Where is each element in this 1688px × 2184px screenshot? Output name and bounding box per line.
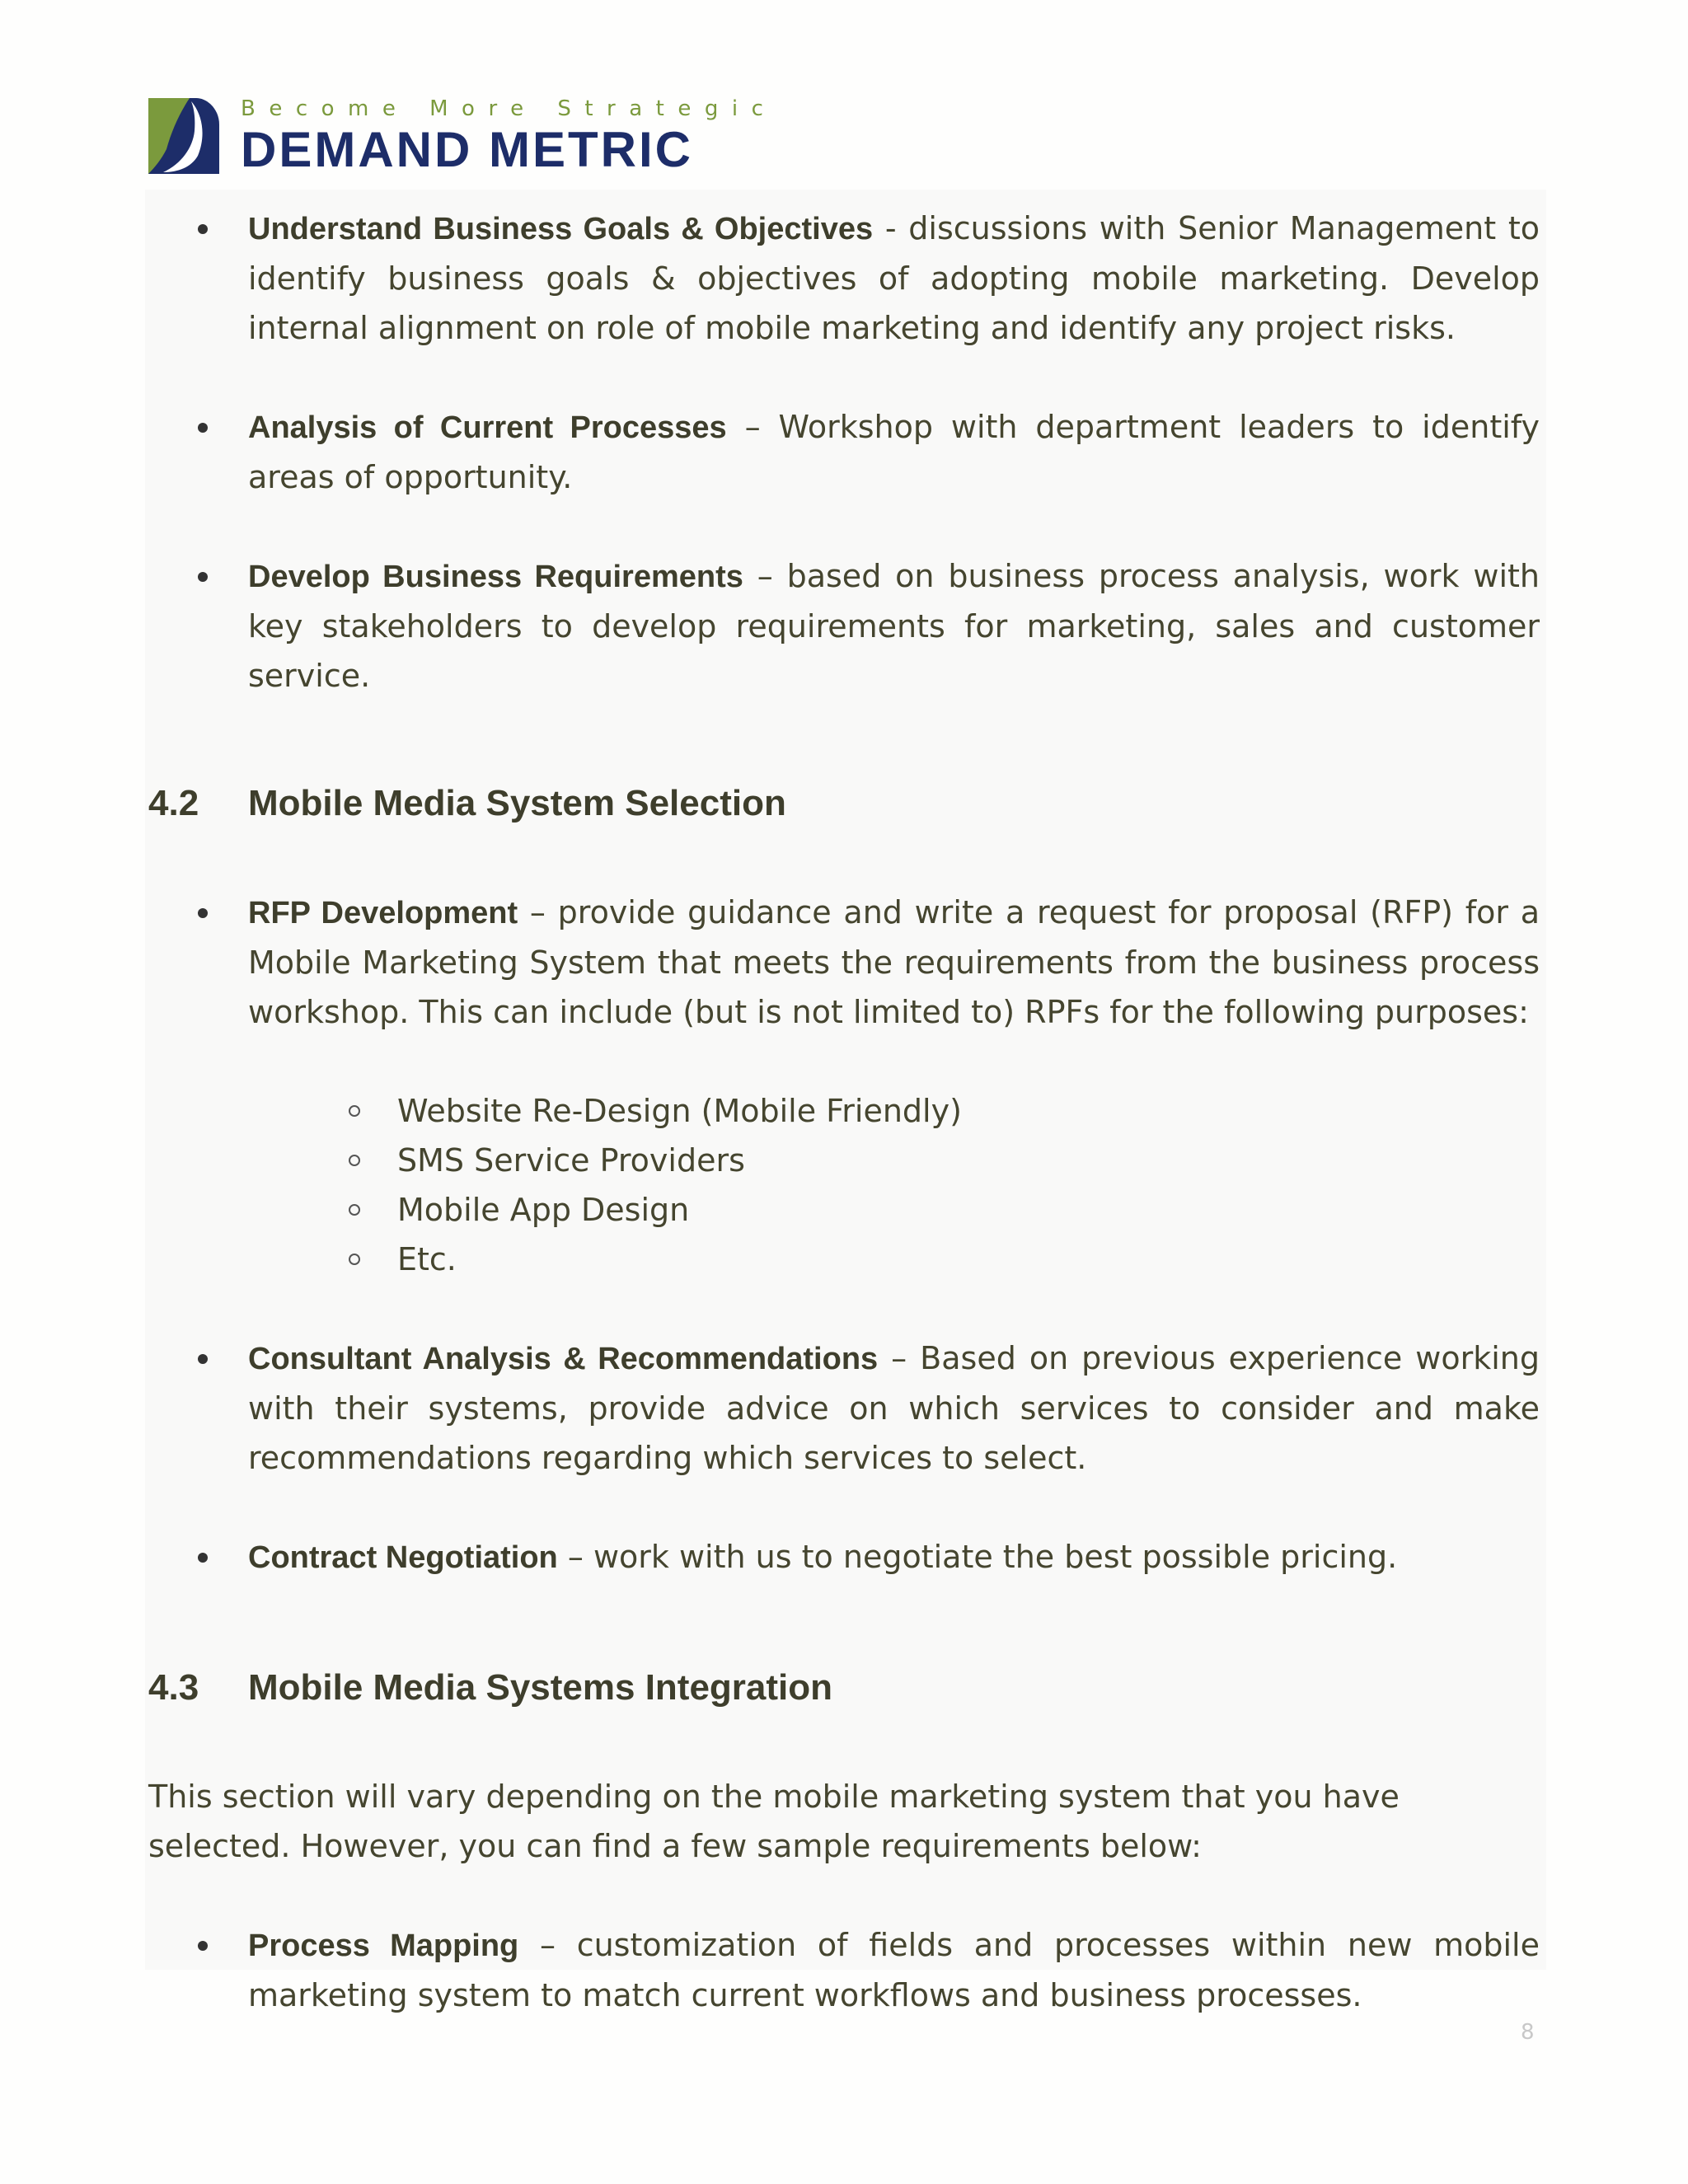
bullet-dot-icon	[198, 1553, 208, 1563]
bullet-dot-icon	[198, 1941, 208, 1951]
bullet-dot-icon	[198, 1354, 208, 1364]
bullet-contract-negotiation	[148, 1532, 1540, 1582]
bullet-dot-icon	[198, 908, 208, 918]
bullet-title: RFP Development	[248, 896, 518, 930]
logo-header	[148, 95, 799, 177]
section-intro-paragraph: This section will vary depending on the mobile marketing system that you have selected. However, you can find a few sample requirements below:	[148, 1779, 1400, 1864]
section-number: 4.3	[148, 1667, 199, 1708]
rfp-purpose-list	[148, 1086, 1540, 1284]
section-number: 4.2	[148, 783, 199, 823]
bullet-title: Contract Negotiation	[248, 1540, 558, 1575]
bullet-dot-icon	[198, 224, 208, 234]
bullet-title: Develop Business Requirements	[248, 560, 743, 594]
logo-tagline: Become More Strategic	[241, 96, 777, 121]
bullet-title: Consultant Analysis & Recommendations	[248, 1342, 879, 1376]
bullet-process-mapping	[148, 1920, 1540, 2020]
circle-bullet-icon	[349, 1155, 360, 1166]
bullet-text: – based on business process analysis, work with key stakeholders to develop requirements for marketing, sales and customer service.	[248, 558, 1540, 694]
section-heading-4-3	[148, 1663, 1540, 1713]
document-body	[148, 204, 1540, 2069]
bullet-dot-icon	[198, 423, 208, 433]
circle-bullet-icon	[349, 1204, 360, 1216]
bullet-title: Understand Business Goals & Objectives	[248, 212, 874, 246]
bullet-consultant-analysis	[148, 1333, 1540, 1483]
demand-metric-logo-icon	[148, 98, 219, 174]
bullet-dot-icon	[198, 572, 208, 582]
section-title: Mobile Media Systems Integration	[248, 1667, 833, 1708]
bullet-text: – Workshop with department leaders to identify areas of opportunity.	[248, 409, 1540, 495]
bullet-text: – work with us to negotiate the best possible pricing.	[557, 1539, 1398, 1575]
list-item: Mobile App Design	[346, 1185, 1540, 1235]
list-item: SMS Service Providers	[346, 1136, 1540, 1185]
bullet-text: – customization of fields and processes within new mobile marketing system to match current workflows and business processes.	[248, 1927, 1540, 2013]
bullet-text: – provide guidance and write a request for proposal (RFP) for a Mobile Marketing System that meets the requirements from the business process workshop. This can include (but is not limited to) RPFs for the following purposes:	[248, 894, 1540, 1030]
bullet-rfp-development	[148, 888, 1540, 1037]
bullet-current-processes	[148, 402, 1540, 502]
bullet-business-requirements	[148, 551, 1540, 701]
circle-bullet-icon	[349, 1105, 360, 1117]
bullet-business-goals	[148, 204, 1540, 353]
list-item: Etc.	[346, 1235, 1540, 1284]
bullet-title: Analysis of Current Processes	[248, 410, 727, 445]
bullet-text: – Based on previous experience working with their systems, provide advice on which services to consider and make recommendations regarding which services to select.	[248, 1340, 1540, 1476]
list-item: Website Re-Design (Mobile Friendly)	[346, 1086, 1540, 1136]
bullet-text: - discussions with Senior Management to identify business goals & objectives of adopting mobile marketing. Develop internal alignment on role of mobile marketing and identify any project risks.	[248, 210, 1540, 346]
section-title: Mobile Media System Selection	[248, 783, 786, 823]
bullet-title: Process Mapping	[248, 1929, 519, 1963]
page-number: 8	[1521, 2020, 1535, 2045]
section-heading-4-2	[148, 779, 1540, 828]
circle-bullet-icon	[349, 1254, 360, 1265]
logo-brand-name: DEMAND METRIC	[241, 122, 693, 177]
